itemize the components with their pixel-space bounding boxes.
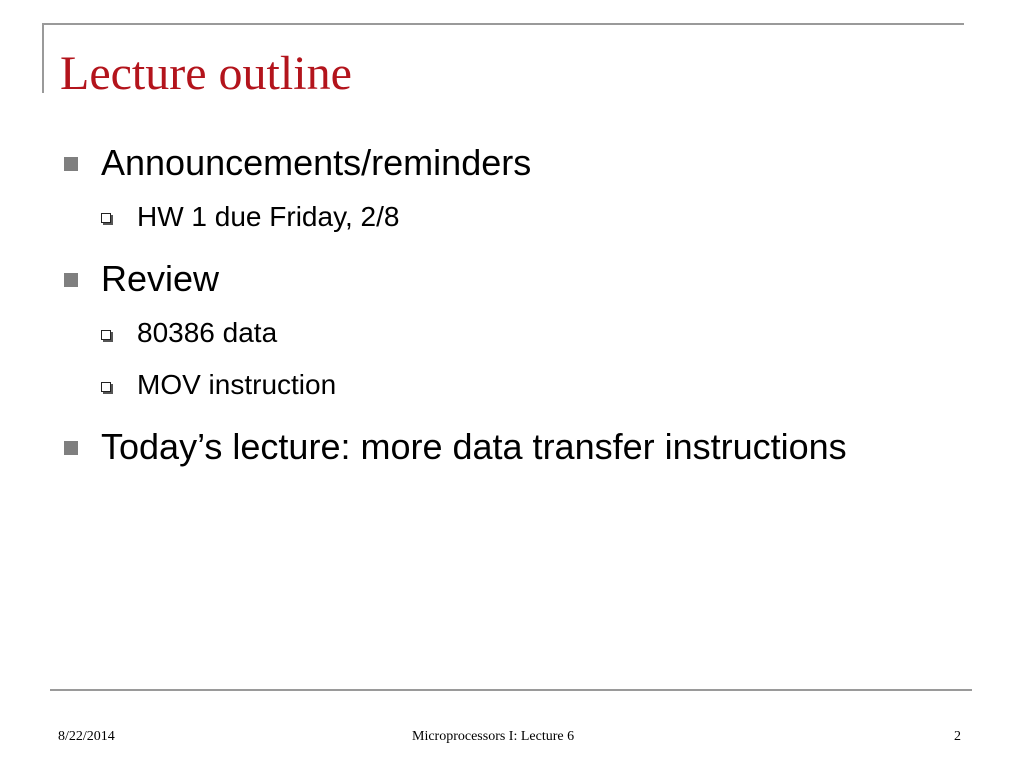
slide-title: Lecture outline [60,47,352,100]
square-bullet-icon [64,157,78,171]
hollow-square-bullet-icon [101,213,111,223]
sub-bullet-hw: HW 1 due Friday, 2/8 [137,201,400,232]
footer-course-title: Microprocessors I: Lecture 6 [412,729,575,744]
bullet-todays-lecture: Today’s lecture: more data transfer instructions [101,426,847,467]
hollow-square-bullet-icon [101,382,111,392]
bullet-announcements: Announcements/reminders [101,142,532,183]
footer-divider [50,689,972,691]
title-frame-top-line [42,23,964,25]
sub-bullet-mov-instruction: MOV instruction [137,369,337,400]
sub-bullet-80386-data: 80386 data [137,317,278,348]
footer-date: 8/22/2014 [58,729,115,744]
bullet-review: Review [101,258,220,299]
title-frame-left-line [42,23,44,93]
hollow-square-bullet-icon [101,330,111,340]
square-bullet-icon [64,441,78,455]
slide-number: 2 [954,729,961,744]
square-bullet-icon [64,273,78,287]
